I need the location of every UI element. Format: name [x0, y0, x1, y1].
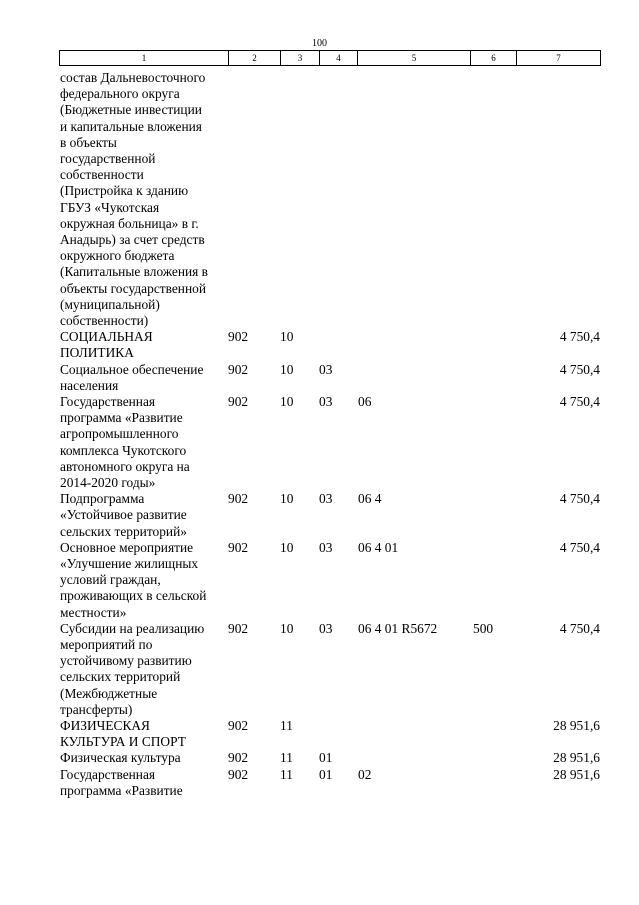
row-name-line: проживающих в сельской: [60, 588, 207, 604]
row-col-2: 902: [228, 750, 249, 766]
row-name: [60, 70, 230, 329]
row-col-5: 06: [358, 394, 372, 409]
row-col-4: 03: [319, 539, 333, 555]
row-name-line: комплекса Чукотского: [60, 442, 187, 458]
row-col-3: 10: [280, 539, 294, 555]
row-name-line: сельских территорий: [60, 669, 181, 685]
row-name-line: Государственная: [60, 766, 156, 782]
row-name-line: устойчивому развитию: [60, 653, 192, 669]
row-name: [60, 540, 230, 621]
header-col-4: 4: [319, 51, 357, 65]
row-col-7: 4 750,4: [559, 539, 600, 555]
row-name-line: местности»: [60, 604, 127, 620]
row-col-2: 902: [228, 394, 249, 409]
table-header: [59, 50, 601, 66]
row-name-line: (муниципальной): [60, 296, 160, 312]
row-col-7: 4 750,4: [559, 491, 600, 507]
row-name-line: окружного бюджета: [60, 248, 175, 264]
header-col-3: 3: [280, 51, 319, 65]
row-col-4: 03: [319, 361, 333, 377]
row-name-line: Субсидии на реализацию: [60, 620, 205, 636]
row-name-line: ПОЛИТИКА: [60, 345, 134, 361]
row-col-3: 10: [280, 361, 294, 377]
row-col-3: 11: [280, 718, 293, 733]
page-number: 100: [312, 38, 327, 49]
row-name-line: Социальное обеспечение: [60, 361, 204, 377]
row-col-5: 06 4: [358, 491, 382, 507]
row-col-2: 902: [228, 620, 249, 636]
row-col-2: 902: [228, 718, 249, 733]
row-name-line: в объекты: [60, 134, 117, 150]
row-col-6: 500: [473, 620, 494, 636]
row-name: [60, 767, 230, 799]
row-name-line: Анадырь) за счет средств: [60, 232, 205, 248]
row-col-4: 01: [319, 750, 333, 766]
header-col-6: 6: [470, 51, 516, 65]
row-name-line: и капитальные вложения: [60, 118, 202, 134]
row-name-line: агропромышленного: [60, 426, 179, 442]
row-col-7: 28 951,6: [553, 750, 600, 766]
row-name-line: (Капитальные вложения в: [60, 264, 209, 280]
row-name-line: Подпрограмма: [60, 491, 145, 507]
row-name-line: состав Дальневосточного: [60, 70, 206, 85]
row-col-3: 11: [280, 766, 293, 782]
row-col-4: 01: [319, 766, 333, 782]
row-name-line: 2014-2020 годы»: [60, 475, 156, 491]
row-col-7: 4 750,4: [559, 620, 600, 636]
row-col-7: 4 750,4: [559, 394, 600, 409]
row-name-line: трансферты): [60, 701, 133, 717]
row-name-line: Физическая культура: [60, 750, 181, 766]
row-col-4: 03: [319, 394, 333, 409]
row-name-line: сельских территорий»: [60, 523, 187, 539]
row-col-2: 902: [228, 491, 249, 507]
row-name-line: КУЛЬТУРА И СПОРТ: [60, 734, 186, 750]
row-col-4: 03: [319, 620, 333, 636]
row-name: [60, 621, 230, 718]
header-col-1: 1: [141, 53, 147, 63]
row-col-7: 28 951,6: [553, 766, 600, 782]
row-name-line: окружная больница» в г.: [60, 215, 199, 231]
row-name: [60, 329, 230, 361]
row-col-2: 902: [228, 361, 249, 377]
row-name-line: (Пристройка к зданию: [60, 183, 189, 199]
header-col-7: 7: [516, 51, 600, 65]
row-col-2: 902: [228, 539, 249, 555]
row-name-line: ГБУЗ «Чукотская: [60, 199, 160, 215]
row-name: [60, 718, 230, 750]
row-name-line: Государственная: [60, 394, 156, 409]
row-name-line: федерального округа: [60, 86, 180, 102]
row-name-line: собственности: [60, 167, 144, 183]
row-name-line: «Устойчивое развитие: [60, 507, 187, 523]
row-col-5: 02: [358, 766, 372, 782]
row-col-3: 10: [280, 394, 294, 409]
row-name-line: автономного округа на: [60, 458, 190, 474]
row-col-3: 11: [280, 750, 293, 766]
row-name-line: программа «Развитие: [60, 782, 183, 798]
header-col-5: 5: [357, 51, 470, 65]
row-name: [60, 750, 230, 766]
row-name-line: программа «Развитие: [60, 410, 183, 426]
row-col-2: 902: [228, 766, 249, 782]
row-col-2: 902: [228, 329, 249, 345]
row-name-line: условий граждан,: [60, 572, 161, 588]
row-col-7: 4 750,4: [559, 329, 600, 345]
row-name-line: мероприятий по: [60, 637, 153, 652]
row-name-line: собственности): [60, 313, 149, 329]
row-name-line: (Бюджетные инвестиции: [60, 102, 202, 118]
header-col-2: 2: [228, 51, 280, 65]
row-name-line: Основное мероприятие: [60, 539, 194, 555]
row-name-line: СОЦИАЛЬНАЯ: [60, 329, 153, 345]
row-name: [60, 491, 230, 540]
row-name-line: населения: [60, 377, 119, 393]
row-name: [60, 362, 230, 394]
row-name: [60, 394, 230, 491]
row-col-5: 06 4 01: [358, 539, 399, 555]
row-col-3: 10: [280, 329, 294, 345]
row-col-4: 03: [319, 491, 333, 507]
row-name-line: «Улучшение жилищных: [60, 556, 199, 571]
row-name-line: (Межбюджетные: [60, 685, 158, 701]
row-col-3: 10: [280, 491, 294, 507]
row-name-line: объекты государственной: [60, 280, 207, 296]
row-name-line: государственной: [60, 151, 156, 167]
row-col-5: 06 4 01 R5672: [358, 620, 438, 636]
row-name-line: ФИЗИЧЕСКАЯ: [60, 718, 150, 733]
row-col-3: 10: [280, 620, 294, 636]
row-col-7: 28 951,6: [553, 718, 600, 733]
row-col-7: 4 750,4: [559, 361, 600, 377]
